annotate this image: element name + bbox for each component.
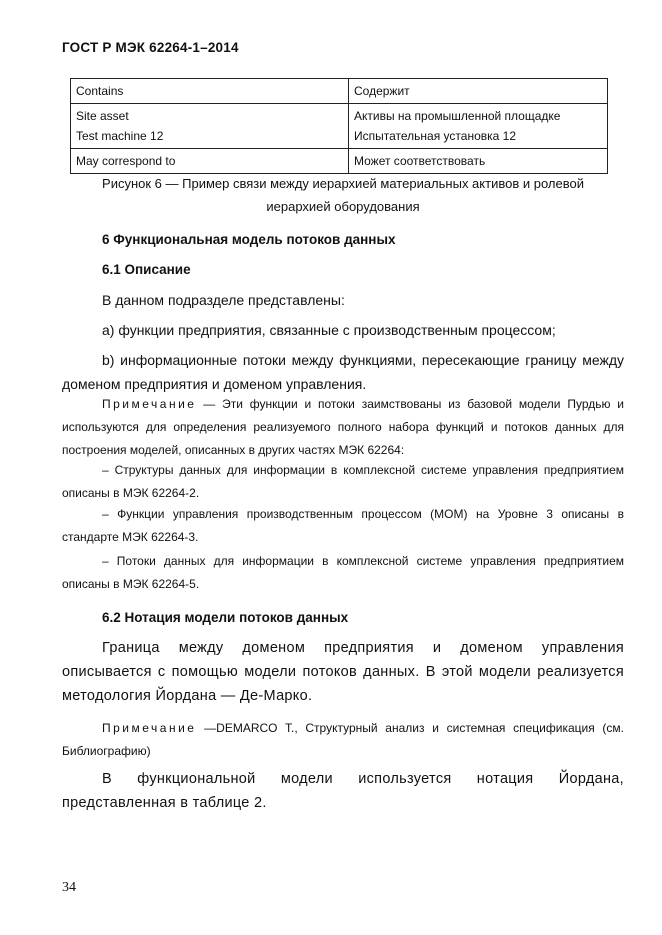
document-header: ГОСТ Р МЭК 62264-1–2014 [62, 40, 239, 55]
section-6-heading: 6 Функциональная модель потоков данных [102, 232, 396, 247]
dash-item-3: – Потоки данных для информации в комплексной системе управления предприятием описаны в МЭК 62264-5. [62, 554, 624, 591]
note-text: — Эти функции и потоки заимствованы из базовой модели Пурдью и используются для определения реализуемого полного набора функций и потоков данных для построения моделей, описанных в других частях МЭК 62264: [62, 397, 624, 457]
cell-text: Site asset [76, 109, 129, 123]
table-cell-ru [349, 104, 608, 149]
note-1 [62, 393, 624, 462]
cell-text: Contains [76, 84, 124, 98]
table-row [71, 104, 608, 149]
cell-text: Активы на промышленной площадке [354, 109, 561, 123]
cell-text: Может соответствовать [354, 154, 486, 168]
cell-text: Содержит [354, 84, 410, 98]
list-item-a: а) функции предприятия, связанные с производственным процессом; [102, 322, 556, 338]
dash-item-1: – Структуры данных для информации в комплексной системе управления предприятием описаны в МЭК 62264-2. [62, 463, 624, 500]
cell-text: May correspond to [76, 154, 176, 168]
note-2 [62, 717, 624, 763]
table-row [71, 149, 608, 174]
caption-line: иерархией оборудования [266, 199, 420, 214]
page-number: 34 [62, 880, 76, 895]
section-6-1-heading: 6.1 Описание [102, 262, 191, 277]
caption-line: Рисунок 6 — Пример связи между иерархией материальных активов и ролевой [102, 176, 584, 191]
section-6-2-heading: 6.2 Нотация модели потоков данных [102, 610, 349, 625]
note-label: Примечание [102, 397, 197, 411]
table-row [71, 79, 608, 104]
table-cell-ru [349, 79, 608, 104]
figure-caption [62, 172, 624, 218]
note-text: —DEMARCO T., Структурный анализ и системная спецификация (см. Библиографию) [62, 721, 624, 758]
section-6-2-paragraph: Граница между доменом предприятия и доменом управления описывается с помощью модели потоков данных. В этой модели реализуется методология Йордана — Де-Марко. [62, 640, 624, 704]
cell-text: Испытательная установка 12 [354, 129, 516, 143]
dash-item-2: – Функции управления производственным процессом (МОМ) на Уровне 3 описаны в стандарте МЭК 62264-3. [62, 507, 624, 544]
cell-text: Test machine 12 [76, 129, 164, 143]
section-6-2-closing-paragraph: В функциональной модели используется нотация Йордана, представленная в таблице 2. [62, 771, 624, 811]
note-label: Примечание [102, 721, 197, 735]
table-cell-en [71, 149, 349, 174]
table-cell-en [71, 79, 349, 104]
table-cell-en [71, 104, 349, 149]
table-cell-ru [349, 149, 608, 174]
intro-paragraph: В данном подразделе представлены: [102, 292, 345, 308]
translation-table [70, 78, 608, 174]
list-item-b: b) информационные потоки между функциями, пересекающие границу между доменом предприятия и доменом управления. [62, 352, 624, 392]
